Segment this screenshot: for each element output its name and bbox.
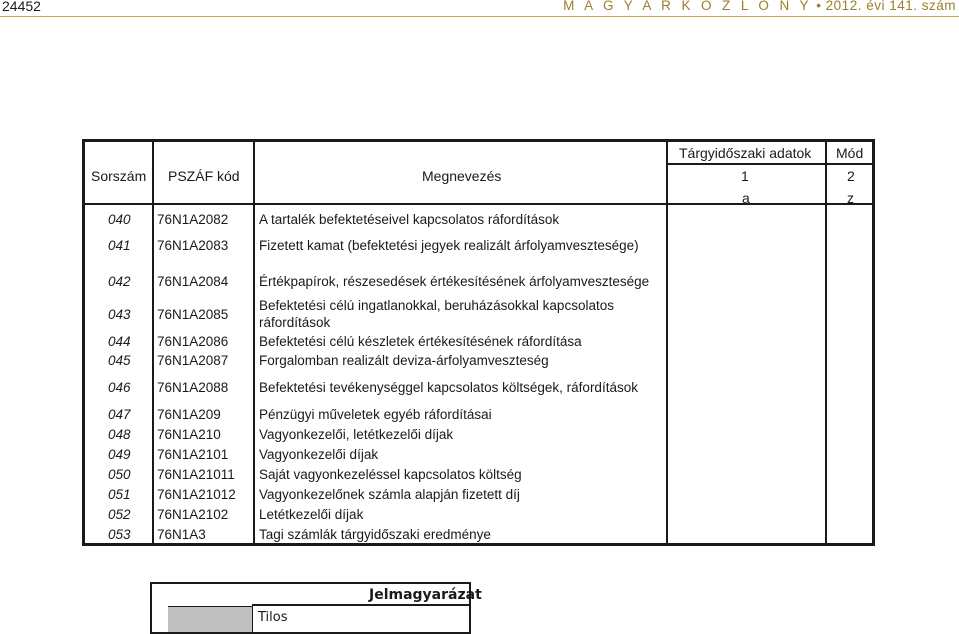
journal-title: M A G Y A R K Ö Z L Ö N Y <box>563 0 812 13</box>
row-code: 76N1A2088 <box>157 380 229 395</box>
row-divider <box>666 163 872 165</box>
row-name: Befektetési célú ingatlanokkal, beruházásokkal kapcsolatos ráfordítások <box>259 298 614 330</box>
header-pszaf-kod: PSZÁF kód <box>168 168 240 184</box>
row-code: 76N1A2082 <box>157 212 229 227</box>
row-name: Forgalomban realizált deviza-árfolyamveszteség <box>259 353 549 368</box>
row-code: 76N1A21011 <box>157 467 235 482</box>
row-code: 76N1A209 <box>157 407 221 422</box>
row-number: 040 <box>108 212 131 227</box>
row-name: Fizetett kamat (befektetési jegyek realizált árfolyamvesztesége) <box>259 238 639 253</box>
header-sub-a: a <box>742 190 750 206</box>
row-number: 041 <box>108 238 131 253</box>
row-number: 048 <box>108 427 131 442</box>
row-divider <box>85 203 872 205</box>
row-name: Befektetési célú készletek értékesítésének ráfordítása <box>259 334 582 349</box>
row-number: 053 <box>108 527 131 542</box>
row-number: 044 <box>108 334 131 349</box>
row-number: 047 <box>108 407 131 422</box>
header-mod: Mód <box>836 145 864 161</box>
row-name: Vagyonkezelőnek számla alapján fizetett díj <box>259 487 520 502</box>
row-name: Vagyonkezelői díjak <box>259 447 379 462</box>
legend-label-tilos: Tilos <box>258 610 288 625</box>
row-number: 043 <box>108 307 131 322</box>
row-code: 76N1A2086 <box>157 334 229 349</box>
legend-separator <box>252 604 469 606</box>
row-name: Vagyonkezelői, letétkezelői díjak <box>259 427 454 442</box>
row-number: 045 <box>108 353 131 368</box>
row-number: 049 <box>108 447 131 462</box>
row-number: 051 <box>108 487 131 502</box>
legend-title: Jelmagyarázat <box>369 587 482 603</box>
issue-info: • 2012. évi 141. szám <box>816 0 956 13</box>
row-number: 046 <box>108 380 131 395</box>
report-table <box>82 139 875 546</box>
row-name: A tartalék befektetéseivel kapcsolatos ráfordítások <box>259 212 560 227</box>
row-code: 76N1A2084 <box>157 274 229 289</box>
page-number: 24452 <box>2 0 41 14</box>
row-name: Befektetési tevékenységgel kapcsolatos költségek, ráfordítások <box>259 380 638 395</box>
header-sorszam: Sorszám <box>91 168 147 184</box>
row-name: Értékpapírok, részesedések értékesítésének árfolyamvesztesége <box>259 274 650 289</box>
row-code: 76N1A2101 <box>157 447 229 462</box>
row-number: 050 <box>108 467 131 482</box>
row-number: 052 <box>108 507 131 522</box>
legend-box <box>150 582 482 634</box>
running-header <box>563 0 956 13</box>
legend-swatch-tilos <box>168 606 253 632</box>
row-name: Tagi számlák tárgyidőszaki eredménye <box>259 527 491 542</box>
row-number: 042 <box>108 274 131 289</box>
row-code: 76N1A2087 <box>157 353 229 368</box>
header-col-1: 1 <box>741 168 749 184</box>
row-code: 76N1A2083 <box>157 238 229 253</box>
header-megnevezes: Megnevezés <box>422 168 502 184</box>
row-name: Saját vagyonkezeléssel kapcsolatos költség <box>259 467 522 482</box>
header-targyidoszaki-adatok: Tárgyidőszaki adatok <box>679 145 812 161</box>
row-code: 76N1A2102 <box>157 507 229 522</box>
header-col-2: 2 <box>847 168 855 184</box>
row-code: 76N1A3 <box>157 527 206 542</box>
header-rule <box>0 16 959 17</box>
row-code: 76N1A2085 <box>157 307 229 322</box>
row-code: 76N1A210 <box>157 427 221 442</box>
row-name: Pénzügyi műveletek egyéb ráfordításai <box>259 407 492 422</box>
row-name: Letétkezelői díjak <box>259 507 364 522</box>
header-sub-z: z <box>847 190 854 206</box>
row-code: 76N1A21012 <box>157 487 236 502</box>
